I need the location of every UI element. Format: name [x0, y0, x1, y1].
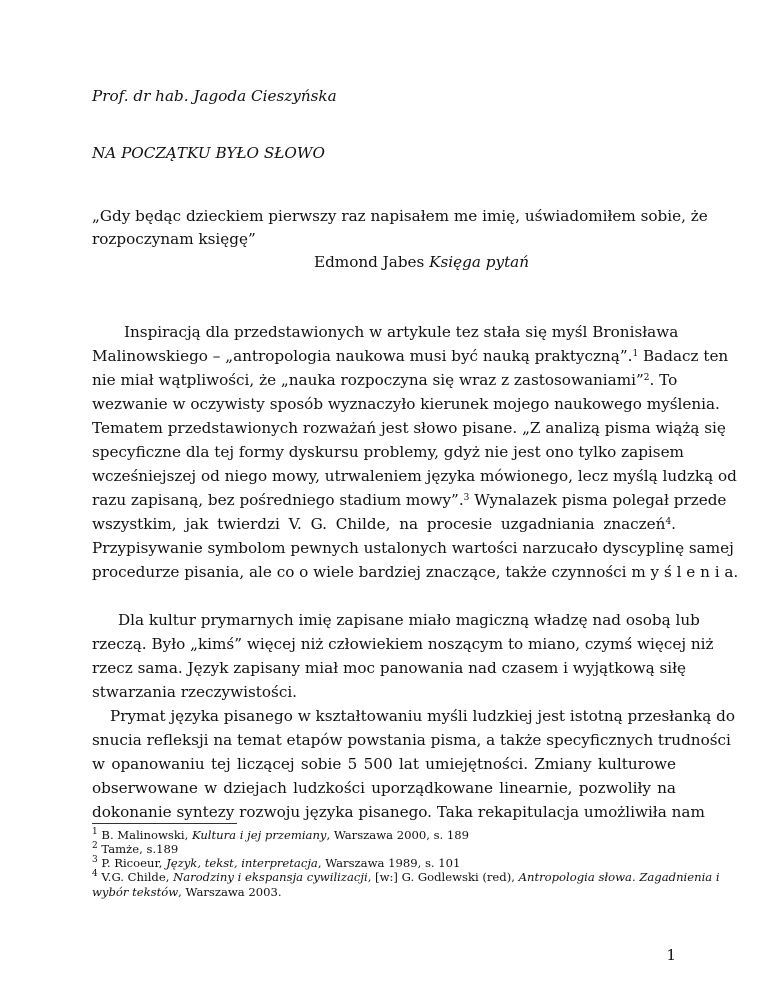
paragraph-line: Dla kultur prymarnych imię zapisane miało magiczną władzę nad osobą lub [118, 611, 700, 629]
paragraph-line: Prymat języka pisanego w kształtowaniu myśli ludzkiej jest istotną przesłanką do [110, 707, 735, 725]
paragraph-line: procedurze pisania, ale co o wiele bardziej znaczące, także czynności m y ś l e n i a. [92, 563, 739, 581]
paragraph-line: Malinowskiego – „antropologia naukowa musi być nauką praktyczną”.$^1$ Badacz ten [92, 347, 729, 365]
paragraph-line: snucia refleksji na temat etapów powstania pisma, a także specyficznych trudności [92, 731, 731, 749]
footnote-ref: 2 [643, 373, 650, 383]
paragraph-line: specyficzne dla tej formy dyskursu problemy, gdyż nie jest ono tylko zapisem [92, 443, 684, 461]
epigraph-source-title: Księga pytań [429, 253, 530, 271]
footnote-continuation: wybór tekstów, Warszawa 2003. [92, 885, 282, 899]
footnote: $^1$ B. Malinowski, Kultura i jej przemiany, Warszawa 2000, s. 189 [92, 827, 470, 842]
footnote: $^4$ V.G. Childe, Narodziny i ekspansja cywilizacji, [w:] G. Godlewski (red), Antropologia słowa. Zagadnienia i [92, 869, 720, 884]
paragraph-line: nie miał wątpliwości, że „nauka rozpoczyna się wraz z zastosowaniami”$^2$. To [92, 371, 678, 389]
footnote-separator [92, 823, 237, 824]
footnote-ref: 1 [632, 349, 639, 359]
paragraph-line: obserwowane w dziejach ludzkości uporządkowane linearnie, pozwoliły na [92, 779, 676, 797]
paragraph-line: dokonanie syntezy rozwoju języka pisanego. Taka rekapitulacja umożliwiła nam [92, 803, 705, 821]
footnote: $^2$ Tamże, s.189 [92, 841, 179, 856]
author-line: Prof. dr hab. Jagoda Cieszyńska [92, 87, 337, 105]
footnote-ref: 3 [463, 493, 470, 503]
paragraph-line: wezwanie w oczywisty sposób wyznaczyło kierunek mojego naukowego myślenia. [92, 395, 720, 413]
paragraph-line: razu zapisaną, bez pośredniego stadium mowy”.$^3$ Wynalazek pisma polegał przede [92, 491, 727, 509]
epigraph-source [314, 252, 529, 272]
paragraph-line: w opanowaniu tej liczącej sobie 5 500 lat umiejętności. Zmiany kulturowe [92, 755, 676, 773]
epigraph-line: rozpoczynam księgę” [92, 230, 256, 248]
paragraph-line: rzecz sama. Język zapisany miał moc panowania nad czasem i wyjątkową siłę [92, 659, 687, 677]
paragraph-line: stwarzania rzeczywistości. [92, 683, 298, 701]
page-number: 1 [666, 946, 676, 964]
paragraph-line: Inspiracją dla przedstawionych w artykule tez stała się myśl Bronisława [124, 323, 679, 341]
paragraph-line: rzeczą. Było „kimś” więcej niż człowiekiem noszącym to miano, czymś więcej niż [92, 635, 714, 653]
paragraph-line: Przypisywanie symbolom pewnych ustalonych wartości narzucało dyscyplinę samej [92, 539, 734, 557]
paragraph-line: Tematem przedstawionych rozważań jest słowo pisane. „Z analizą pisma wiążą się [92, 419, 726, 437]
epigraph-source-author: Edmond Jabes [314, 253, 425, 271]
epigraph-line: „Gdy będąc dzieckiem pierwszy raz napisałem me imię, uświadomiłem sobie, że [92, 207, 708, 225]
footnote-ref: 4 [665, 517, 672, 527]
paragraph-line: wcześniejszej od niego mowy, utrwaleniem języka mówionego, lecz myślą ludzką od [92, 467, 737, 485]
paragraph-line: wszystkim, jak twierdzi V. G. Childe, na procesie uzgadniania znaczeń$^4$. [92, 515, 676, 533]
footnote: $^3$ P. Ricoeur, Język, tekst, interpretacja, Warszawa 1989, s. 101 [92, 855, 461, 870]
article-title: NA POCZĄTKU BYŁO SŁOWO [92, 144, 325, 162]
